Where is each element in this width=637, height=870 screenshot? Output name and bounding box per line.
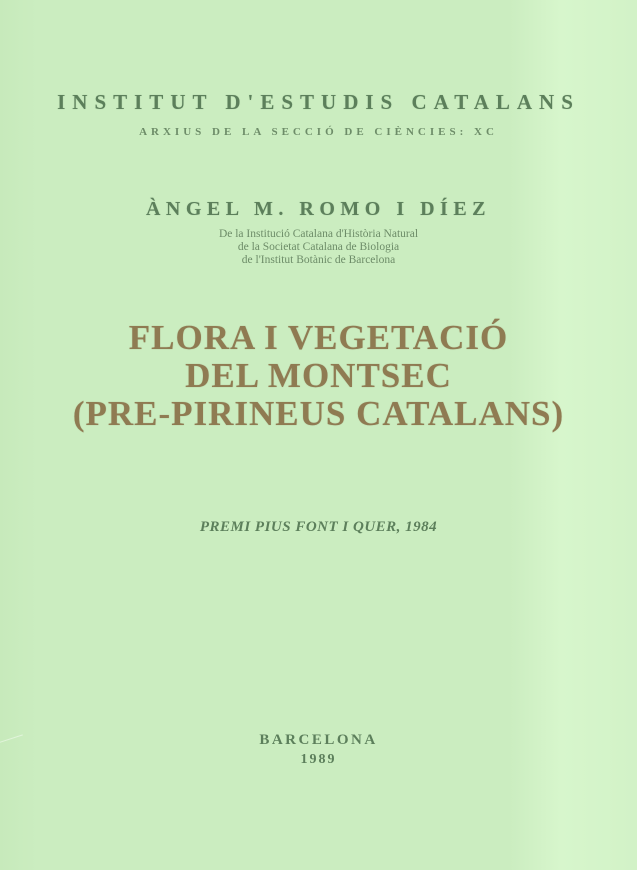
series-title: ARXIUS DE LA SECCIÓ DE CIÈNCIES: XC xyxy=(139,126,498,138)
title-line-1: FLORA I VEGETACIÓ xyxy=(128,318,509,357)
author-block xyxy=(0,198,637,267)
title-line-2: DEL MONTSEC xyxy=(185,356,452,395)
author-affiliations xyxy=(0,228,637,267)
affiliation-line: de l'Institut Botànic de Barcelona xyxy=(241,254,396,266)
title-line-3: (PRE-PIRINEUS CATALANS) xyxy=(72,394,565,433)
affiliation-line: De la Institució Catalana d'Història Natural xyxy=(218,228,419,240)
imprint-block xyxy=(0,732,637,768)
author-name: ÀNGEL M. ROMO I DÍEZ xyxy=(145,198,492,220)
publisher-name: INSTITUT D'ESTUDIS CATALANS xyxy=(57,90,580,114)
book-title xyxy=(0,319,637,433)
award-line: PREMI PIUS FONT I QUER, 1984 xyxy=(199,519,438,535)
affiliation-line: de la Societat Catalana de Biologia xyxy=(237,241,400,253)
imprint-year: 1989 xyxy=(300,752,337,767)
publisher-block xyxy=(0,0,637,138)
imprint-city: BARCELONA xyxy=(259,732,378,748)
